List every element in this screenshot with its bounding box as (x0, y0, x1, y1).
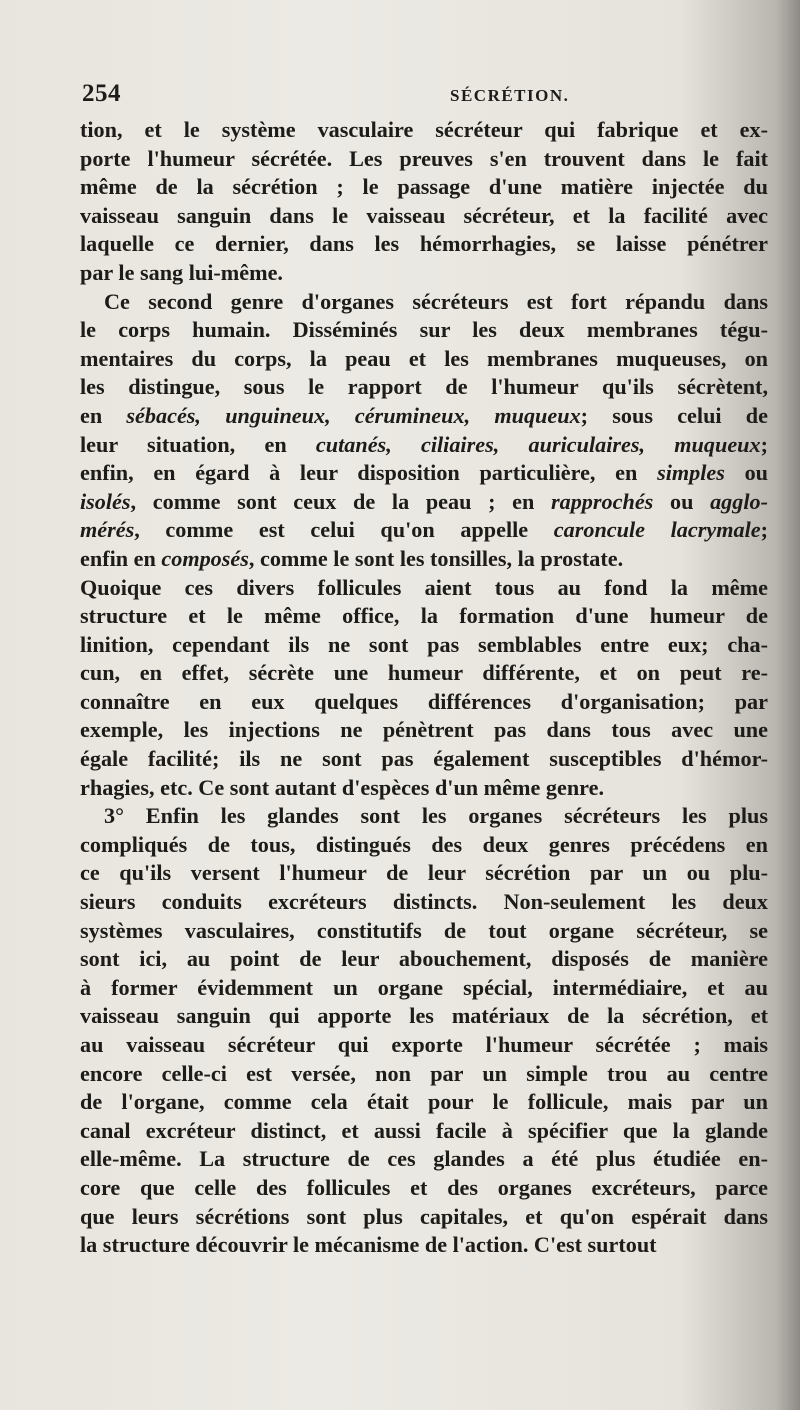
text-line: tion, et le système vasculaire sécréteur qui fabrique et ex- (80, 117, 768, 142)
text-line: laquelle ce dernier, dans les hémorrhagies, se laisse pénétrer (80, 231, 768, 257)
italic-segment: mérés (80, 517, 135, 543)
text-line: le corps humain. Disséminés sur les deux membranes tégu- (80, 317, 768, 343)
text-line (80, 402, 768, 431)
italic-segment: composés (161, 545, 249, 571)
running-title: SÉCRÉTION. (450, 86, 570, 105)
text-line: encore celle-ci est versée, non par un simple trou au centre (80, 1060, 768, 1086)
text-line: structure et le même office, la formation d'une humeur de (80, 603, 768, 629)
text-line: mentaires du corps, la peau et les membranes muqueuses, on (80, 345, 768, 371)
text-line: ce qu'ils versent l'humeur de leur sécrétion par un ou plu- (80, 860, 768, 886)
body-text (80, 116, 768, 1260)
page-number: 254 (82, 80, 121, 107)
text-segment: ; (760, 431, 768, 457)
text-line: 3° Enfin les glandes sont les organes sécréteurs les plus (104, 803, 768, 829)
running-head (80, 80, 760, 114)
text-line: canal excréteur distinct, et aussi facile à spécifier que la glande (80, 1117, 768, 1143)
text-segment: ou (724, 460, 768, 486)
text-line: Ce second genre d'organes sécréteurs est fort répandu dans (104, 288, 768, 314)
text-segment: ; (760, 517, 768, 543)
text-line: compliqués de tous, distingués des deux genres précédens en (80, 831, 768, 857)
text-line: la structure découvrir le mécanisme de l'action. C'est surtout (80, 1232, 657, 1258)
text-line: connaître en eux quelques différences d'organisation; par (80, 688, 768, 714)
text-line: sieurs conduits excréteurs distincts. Non-seulement les deux (80, 889, 768, 915)
text-segment: ; sous celui de (580, 402, 768, 428)
text-line: par le sang lui-même. (80, 259, 283, 285)
text-line: les distingue, sous le rapport de l'humeur qu'ils sécrètent, (80, 374, 768, 400)
text-line: vaisseau sanguin dans le vaisseau sécréteur, et la facilité avec (80, 202, 768, 228)
text-segment: enfin, en égard à leur disposition particulière, en (80, 460, 658, 486)
text-segment: , comme le sont les tonsilles, la prostate. (248, 545, 624, 571)
italic-segment: isolés (80, 488, 131, 514)
italic-segment: simples (657, 460, 725, 486)
text-segment: leur situation, en (80, 431, 316, 457)
text-line: que leurs sécrétions sont plus capitales, et qu'on espérait dans (80, 1203, 768, 1229)
text-segment: ou (653, 488, 711, 514)
text-line: cun, en effet, sécrète une humeur différente, et on peut re- (80, 660, 768, 686)
italic-segment: agglo- (710, 488, 768, 514)
text-line (80, 488, 768, 517)
text-line: même de la sécrétion ; le passage d'une matière injectée du (80, 174, 768, 200)
text-line: vaisseau sanguin qui apporte les matériaux de la sécrétion, et (80, 1003, 768, 1029)
text-line: linition, cependant ils ne sont pas semblables entre eux; cha- (80, 631, 768, 657)
text-line: elle-même. La structure de ces glandes a été plus étudiée en- (80, 1146, 768, 1172)
text-line: Quoique ces divers follicules aient tous au fond la même (80, 574, 768, 600)
text-line (80, 516, 768, 545)
text-line: porte l'humeur sécrétée. Les preuves s'en trouvent dans le fait (80, 145, 768, 171)
text-line: à former évidemment un organe spécial, intermédiaire, et au (80, 974, 768, 1000)
text-line (80, 459, 768, 488)
text-line: sont ici, au point de leur abouchement, disposés de manière (80, 946, 768, 972)
text-line: au vaisseau sécréteur qui exporte l'humeur sécrétée ; mais (80, 1032, 768, 1057)
italic-segment: caroncule lacrymale (553, 517, 761, 543)
text-line: rhagies, etc. Ce sont autant d'espèces d'un même genre. (80, 774, 605, 800)
text-segment: enfin en (80, 545, 162, 571)
text-segment: , comme sont ceux de la peau ; en (130, 488, 551, 514)
text-line: exemple, les injections ne pénètrent pas dans tous avec une (80, 717, 768, 743)
italic-segment: rapprochés (550, 488, 654, 514)
text-line: de l'organe, comme cela était pour le follicule, mais par un (80, 1089, 768, 1115)
text-line (80, 431, 768, 460)
text-segment: , comme est celui qu'on appelle (134, 517, 554, 543)
text-line: systèmes vasculaires, constitutifs de tout organe sécréteur, se (80, 917, 768, 943)
italic-segment: cutanés, ciliaires, auriculaires, muqueux (315, 431, 761, 457)
text-line: égale facilité; ils ne sont pas également susceptibles d'hémor- (80, 746, 768, 772)
italic-segment: sébacés, unguineux, cérumineux, muqueux (126, 402, 581, 428)
text-segment: en (80, 402, 127, 428)
text-line (80, 545, 768, 574)
text-line: core que celle des follicules et des organes excréteurs, parce (80, 1174, 768, 1200)
